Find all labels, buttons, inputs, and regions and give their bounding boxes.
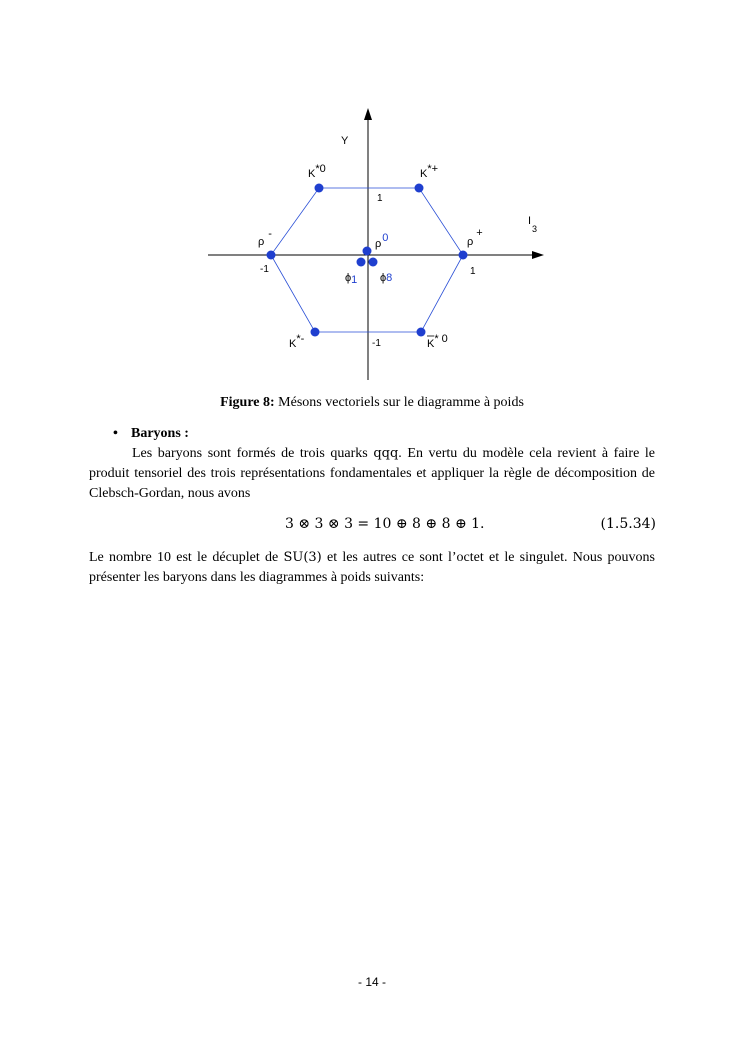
rho-minus-dot: [267, 251, 276, 260]
paragraph-baryons: [89, 444, 655, 504]
label-rho-minus: ρ-: [258, 228, 272, 248]
caption-text: Mésons vectoriels sur le diagramme à poids: [274, 395, 524, 410]
label-rho-plus: ρ+: [467, 227, 483, 248]
hexagon-outline: [271, 188, 463, 332]
y-axis-label: Y: [341, 135, 349, 147]
x-axis-arrow: [532, 251, 544, 259]
label-rho-zero: ρ0: [375, 232, 389, 250]
kstar-plus-dot: [415, 184, 424, 193]
section-title: Baryons :: [131, 426, 189, 441]
label-phi1: ϕ1: [345, 272, 358, 286]
label-kstar0-bar: K* 0: [427, 333, 448, 350]
equation: 3 ⊗ 3 ⊗ 3 = 10 ⊕ 8 ⊕ 8 ⊕ 1.: [285, 516, 485, 532]
tick-y-neg: -1: [372, 338, 381, 349]
kstar-minus-dot: [311, 328, 320, 337]
tick-x-neg: -1: [260, 264, 269, 275]
phi1-dot: [357, 258, 366, 267]
page-number: - 14 -: [357, 975, 386, 989]
label-kstar-plus: K*+: [420, 163, 439, 180]
weight-diagram: [200, 100, 560, 390]
p1-after: . En vertu du modèle cela revient à faire le produit tensoriel des trois représentations fondamentales et appliquer la règle de décomposition de Clebsch-Gordan, nous avons: [89, 446, 655, 501]
rho-zero-dot: [363, 247, 372, 256]
x-axis-label: I: [528, 215, 532, 227]
figure-caption: [0, 395, 744, 411]
paragraph-decuplet: [89, 548, 655, 588]
p1-math: qqq: [373, 446, 399, 461]
p2-after: et les autres ce sont l’octet et le singulet. Nous pouvons présenter les baryons dans les diagrammes à poids suivants:: [89, 550, 655, 585]
label-kstar0-top: K*0: [308, 163, 326, 180]
tick-y-pos: 1: [377, 193, 383, 204]
p2-math: SU(3): [283, 550, 322, 565]
x-axis-label-sub: 3: [532, 224, 538, 234]
y-axis-arrow: [364, 108, 372, 120]
rho-plus-dot: [459, 251, 468, 260]
tick-x-pos: 1: [470, 266, 476, 277]
section-heading: [113, 426, 189, 442]
equation-number: (1.5.34): [600, 516, 656, 532]
p1-before: Les baryons sont formés de trois quarks: [132, 446, 374, 461]
bullet-icon: •: [113, 426, 118, 441]
label-kstar-minus: K*-: [289, 333, 305, 350]
label-phi8: ϕ8: [380, 272, 393, 284]
kstar0-top-dot: [315, 184, 324, 193]
caption-label: Figure 8:: [220, 395, 275, 410]
kstar0-bar-dot: [417, 328, 426, 337]
p2-before: Le nombre 10 est le décuplet de: [89, 550, 284, 565]
phi8-dot: [369, 258, 378, 267]
